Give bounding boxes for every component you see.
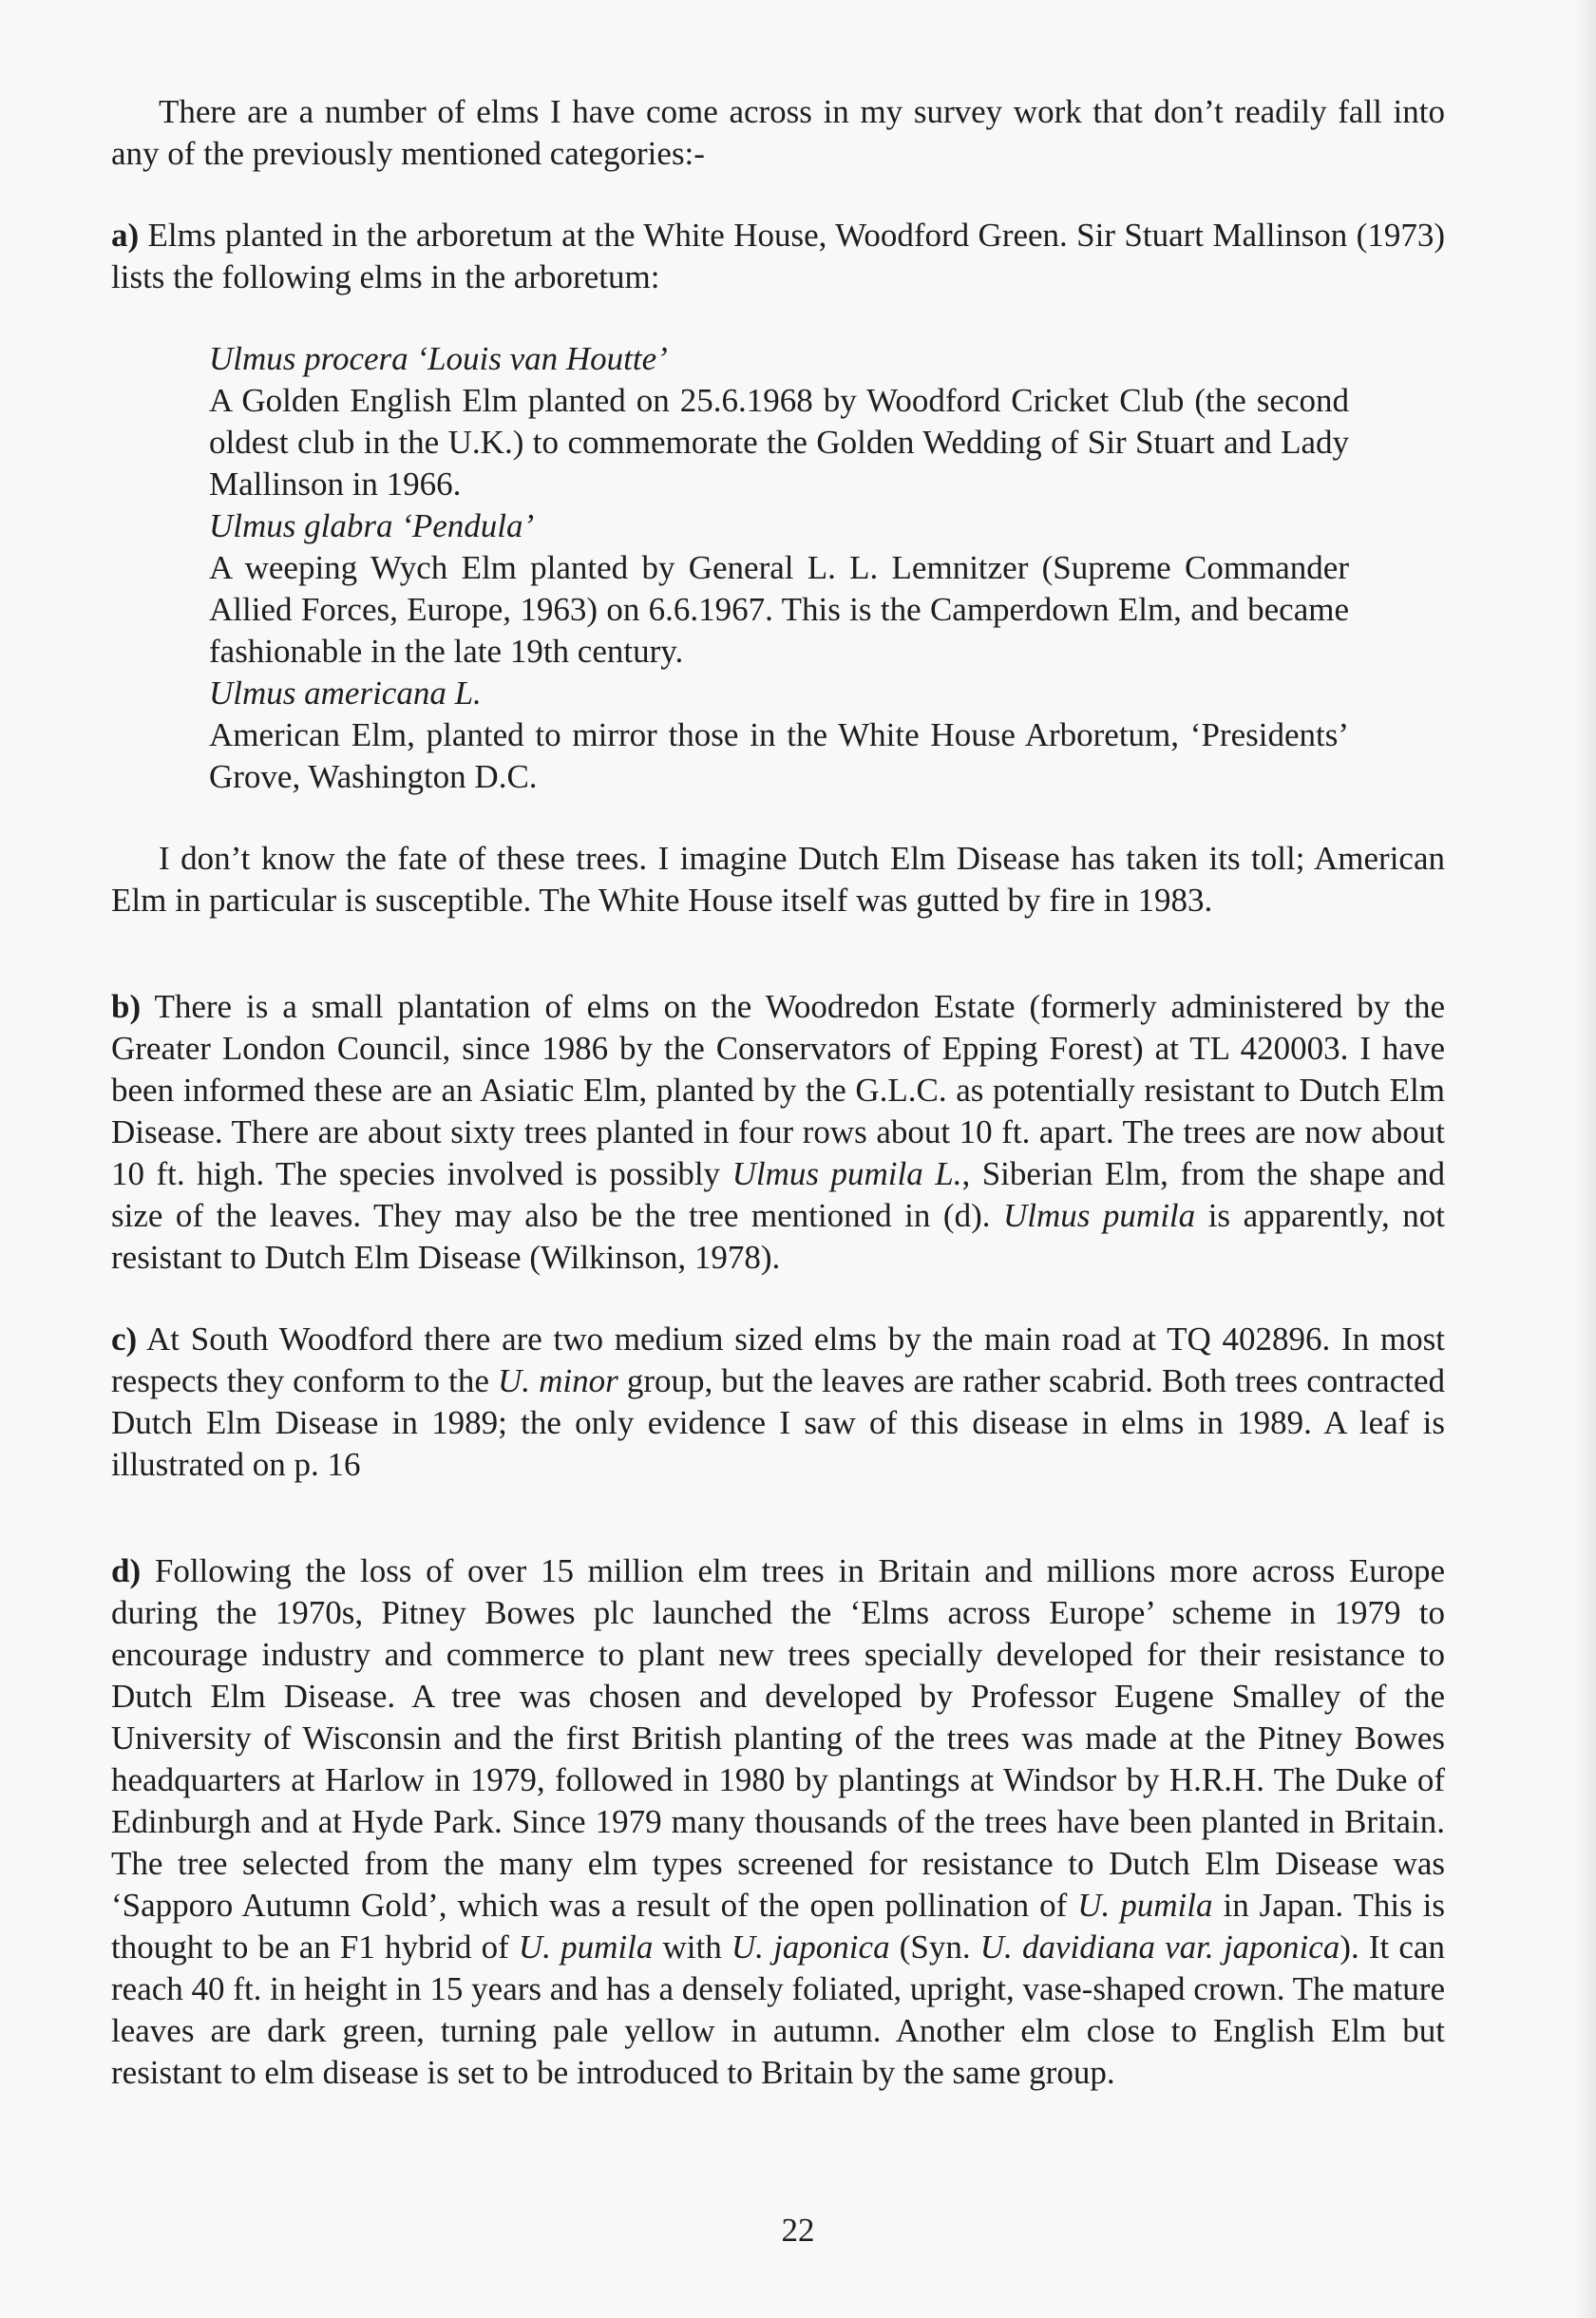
section-b-text-3: is apparently, not resistant to Dutch Elm Disease (Wilkinson, 1978). — [111, 1197, 1445, 1276]
section-a-text: Elms planted in the arboretum at the White House, Woodford Green. Sir Stuart Mallinson (1973) lists the following elms in the arboretum: — [111, 217, 1445, 295]
section-d-text-4: (Syn. — [889, 1928, 980, 1966]
section-a-paragraph — [111, 215, 1445, 298]
species-name-1: Ulmus procera ‘Louis van Houtte’ — [209, 340, 668, 377]
section-c-label: c) — [111, 1320, 138, 1358]
section-d — [111, 1550, 1445, 2094]
species-description-1: A Golden English Elm planted on 25.6.1968 by Woodford Cricket Club (the second oldest club in the U.K.) to commemorate the Golden Wedding of Sir Stuart and Lady Mallinson in 1966. — [209, 382, 1349, 503]
section-c-text-1: At South Woodford there are two medium sized elms by the main road at TQ 402896. In most respects they conform to the — [111, 1320, 1445, 1399]
section-b-label: b) — [111, 988, 142, 1025]
page-number: 22 — [781, 2212, 815, 2249]
section-b-text-1: There is a small plantation of elms on the Woodredon Estate (formerly administered by the Greater London Council, since 1986 by the Conservators of Epping Forest) at TL 420003. I have been informed these are an Asiatic Elm, planted by the G.L.C. as potentially resistant to Dutch Elm Disease. There are about sixty trees planted in four rows about 10 ft. apart. The trees are now about 10 ft. high. The species involved is possibly — [111, 988, 1445, 1192]
section-d-italic-3: U. japonica — [731, 1928, 890, 1966]
section-d-paragraph — [111, 1550, 1445, 2094]
section-b-text-2: , Siberian Elm, from the shape and size of the leaves. They may also be the tree mentioned in (d). — [111, 1155, 1445, 1234]
section-d-italic-1: U. pumila — [1077, 1887, 1213, 1924]
species-name-2: Ulmus glabra ‘Pendula’ — [209, 507, 535, 544]
section-a-followup: I don’t know the fate of these trees. I imagine Dutch Elm Disease has taken its toll; American Elm in particular is susceptible. The White House itself was gutted by fire in 1983. — [111, 840, 1445, 919]
section-d-label: d) — [111, 1552, 142, 1589]
section-c-italic-1: U. minor — [497, 1362, 618, 1399]
section-a-label: a) — [111, 217, 140, 254]
section-c-paragraph — [111, 1319, 1445, 1486]
section-a — [111, 215, 1445, 922]
section-d-text-2: in Japan. This is thought to be an F1 hybrid of — [111, 1887, 1446, 1966]
section-d-text-1: Following the loss of over 15 million elm trees in Britain and millions more across Europe during the 1970s, Pitney Bowes plc launched the ‘Elms across Europe’ scheme in 1979 to encourage industry and commerce to plant new trees specially developed for their resistance to Dutch Elm Disease. A tree was chosen and developed by Professor Eugene Smalley of the University of Wisconsin and the first British planting of the trees was made at the Pitney Bowes headquarters at Harlow in 1979, followed in 1980 by plantings at Windsor by H.R.H. The Duke of Edinburgh and at Hyde Park. Since 1979 many thousands of the trees have been planted in Britain. The tree selected from the many elm types screened for resistance to Dutch Elm Disease was ‘Sapporo Autumn Gold’, which was a result of the open pollination of — [111, 1552, 1445, 1924]
section-d-italic-4: U. davidiana var. japonica — [979, 1928, 1340, 1966]
section-b-paragraph — [111, 986, 1445, 1279]
section-d-text-5: ). It can reach 40 ft. in height in 15 years and has a densely foliated, upright, vase-shaped crown. The mature leaves are dark green, turning pale yellow in autumn. Another elm close to English Elm but resistant to elm disease is set to be introduced to Britain by the same group. — [111, 1928, 1445, 2091]
section-b-italic-1: Ulmus pumila L. — [732, 1155, 962, 1192]
section-c-text-2: group, but the leaves are rather scabrid. Both trees contracted Dutch Elm Disease in 1989; the only evidence I saw of this disease in elms in 1989. A leaf is illustrated on p. 16 — [111, 1362, 1445, 1483]
document-page — [111, 91, 1445, 2094]
section-d-text-3: with — [653, 1928, 732, 1966]
section-b — [111, 986, 1445, 1279]
page-edge-shadow — [1575, 0, 1596, 2318]
section-b-italic-2: Ulmus pumila — [1003, 1197, 1196, 1234]
species-name-3: Ulmus americana L. — [209, 674, 482, 712]
section-c — [111, 1319, 1445, 1486]
species-list — [111, 338, 1349, 798]
species-description-2: A weeping Wych Elm planted by General L. L. Lemnitzer (Supreme Commander Allied Forces, Europe, 1963) on 6.6.1967. This is the Camperdown Elm, and became fashionable in the late 19th century. — [209, 549, 1349, 670]
section-d-italic-2: U. pumila — [518, 1928, 654, 1966]
intro-paragraph: There are a number of elms I have come across in my survey work that don’t readily fall into any of the previously mentioned categories:- — [111, 93, 1445, 172]
species-description-3: American Elm, planted to mirror those in the White House Arboretum, ‘Presidents’ Grove, Washington D.C. — [209, 716, 1349, 795]
